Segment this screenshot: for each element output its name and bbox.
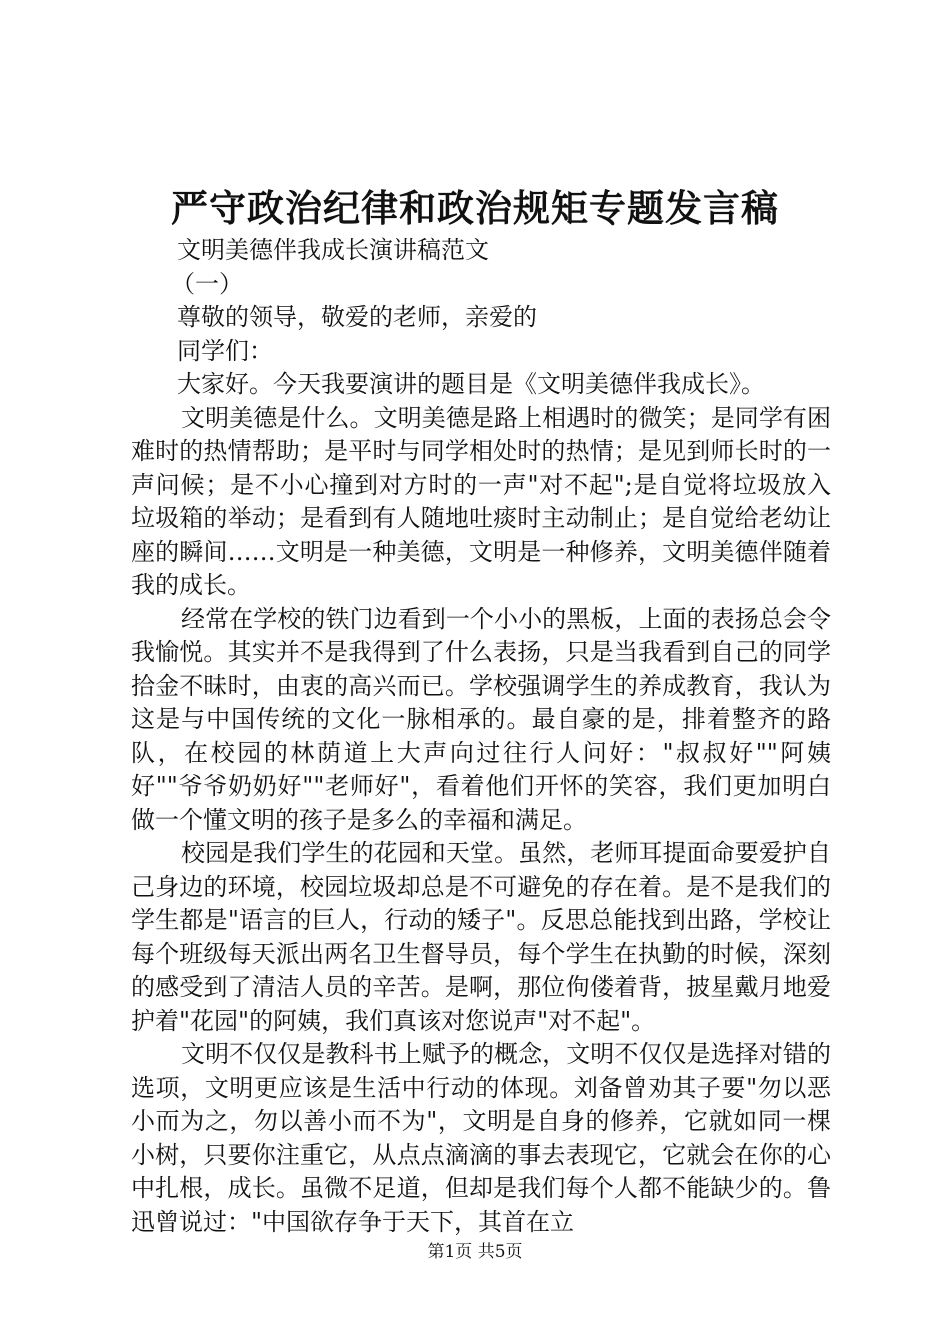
paragraph: 经常在学校的铁门边看到一个小小的黑板，上面的表扬总会令我愉悦。其实并不是我得到了什么表扬，只是当我看到自己的同学拾金不昧时，由衷的高兴而已。学校强调学生的养成教育，我认为这是与中国传统的文化一脉相承的。最自豪的是，排着整齐的路队，在校园的林荫道上大声向过往行人问好："叔叔好""阿姨好""爷爷奶奶好""老师好"，看着他们开怀的笑容，我们更加明白做一个懂文明的孩子是多么的幸福和满足。 bbox=[131, 604, 831, 834]
document-title: 严守政治纪律和政治规矩专题发言稿 bbox=[171, 186, 779, 230]
document-subtitle: 文明美德伴我成长演讲稿范文 bbox=[177, 236, 489, 264]
section-marker: （一） bbox=[171, 269, 243, 298]
paragraph-greeting: 大家好。今天我要演讲的题目是《文明美德伴我成长》。 bbox=[177, 370, 765, 398]
paragraph: 文明不仅仅是教科书上赋予的概念，文明不仅仅是选择对错的选项，文明更应该是生活中行动的体现。刘备曾劝其子要"勿以恶小而为之，勿以善小而不为"，文明是自身的修养，它就如同一棵小树，只要你注重它，从点点滴滴的事去表现它，它就会在你的心中扎根，成长。虽微不足道，但却是我们每个人都不能缺少的。鲁迅曾说过："中国欲存争于天下，其首在立 bbox=[131, 1040, 831, 1236]
salutation-line-1: 尊敬的领导，敬爱的老师，亲爱的 bbox=[177, 303, 537, 331]
paragraph: 文明美德是什么。文明美德是路上相遇时的微笑；是同学有困难时的热情帮助；是平时与同学相处时的热情；是见到师长时的一声问候；是不小心撞到对方时的一声"对不起";是自觉将垃圾放入垃圾箱的举动；是看到有人随地吐痰时主动制止；是自觉给老幼让座的瞬间……文明是一种美德，文明是一种修养，文明美德伴随着我的成长。 bbox=[131, 403, 831, 599]
paragraph: 校园是我们学生的花园和天堂。虽然，老师耳提面命要爱护自己身边的环境，校园垃圾却总是不可避免的存在着。是不是我们的学生都是"语言的巨人，行动的矮子"。反思总能找到出路，学校让每个班级每天派出两名卫生督导员，每个学生在执勤的时候，深刻的感受到了清洁人员的辛苦。是啊，那位佝偻着背，披星戴月地爱护着"花园"的阿姨，我们真该对您说声"对不起"。 bbox=[131, 839, 831, 1035]
salutation-line-2: 同学们： bbox=[177, 336, 273, 365]
page-footer: 第1页 共5页 bbox=[427, 1242, 523, 1262]
document-body bbox=[131, 234, 831, 1239]
